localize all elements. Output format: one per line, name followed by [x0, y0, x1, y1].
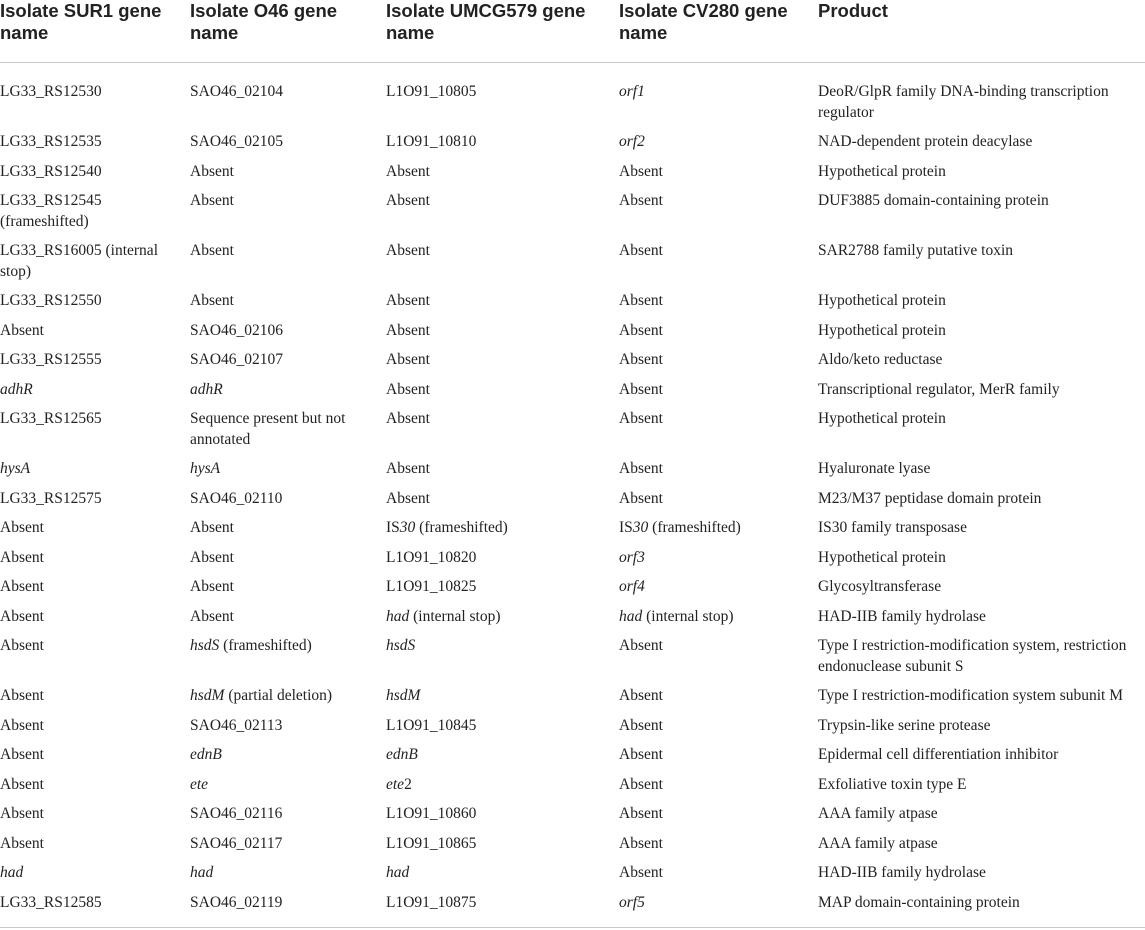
umcg579-gene-cell	[386, 636, 619, 686]
italic-text: ete	[190, 775, 209, 793]
cell-text: IS30 family transposase	[818, 519, 967, 536]
cell-text: LG33_RS12575	[0, 489, 102, 507]
product-cell	[818, 191, 1145, 241]
cell-text: L1O91_10810	[386, 133, 477, 150]
cell-text: SAO46_02106	[190, 321, 284, 339]
cell-text: Absent	[619, 380, 663, 398]
cell-text: Absent	[0, 716, 44, 734]
o46-gene-cell	[190, 686, 386, 716]
cell-text: SAO46_02119	[190, 893, 283, 911]
cv280-gene-cell	[619, 686, 818, 716]
umcg579-gene-cell	[386, 548, 619, 578]
table-row	[0, 489, 1145, 519]
cell-text: (frameshifted)	[648, 519, 741, 536]
cell-text: Type I restriction-modification system, restriction endonuclease subunit S	[818, 637, 1127, 675]
cell-text: Absent	[619, 775, 663, 793]
cv280-gene-cell	[619, 380, 818, 410]
product-cell	[818, 607, 1145, 637]
cell-text: Absent	[386, 242, 430, 259]
o46-gene-cell	[190, 804, 386, 834]
italic-text: had	[190, 864, 214, 881]
cell-text: LG33_RS12540	[0, 162, 102, 180]
cell-text: Glycosyltransferase	[818, 578, 942, 595]
cell-text: Absent	[386, 162, 430, 180]
o46-gene-cell	[190, 380, 386, 410]
umcg579-gene-cell	[386, 834, 619, 864]
header-product: Product	[818, 0, 1145, 63]
o46-gene-cell	[190, 775, 386, 805]
cell-text: Absent	[0, 578, 44, 595]
product-cell	[818, 459, 1145, 489]
sur1-gene-cell	[0, 804, 190, 834]
table-row	[0, 459, 1145, 489]
cv280-gene-cell	[619, 63, 818, 133]
umcg579-gene-cell	[386, 518, 619, 548]
italic-text: adhR	[190, 380, 223, 398]
table-row	[0, 409, 1145, 459]
o46-gene-cell	[190, 191, 386, 241]
cell-text: LG33_RS16005 (internal stop)	[0, 242, 158, 280]
product-cell	[818, 63, 1145, 133]
cell-text: LG33_RS12530	[0, 83, 102, 100]
cell-text: Aldo/keto reductase	[818, 351, 943, 368]
cell-text: Absent	[619, 864, 663, 881]
cell-text: IS	[619, 519, 633, 536]
header-o46-gene: Isolate O46 gene name	[190, 0, 386, 63]
o46-gene-cell	[190, 834, 386, 864]
cell-text: (internal stop)	[642, 607, 734, 625]
italic-text: ednB	[386, 746, 418, 763]
cv280-gene-cell	[619, 745, 818, 775]
product-cell	[818, 745, 1145, 775]
cell-text: SAO46_02104	[190, 83, 284, 100]
product-cell	[818, 409, 1145, 459]
o46-gene-cell	[190, 132, 386, 162]
cv280-gene-cell	[619, 409, 818, 459]
product-cell	[818, 636, 1145, 686]
cv280-gene-cell	[619, 636, 818, 686]
cell-text: Absent	[619, 805, 663, 822]
product-cell	[818, 380, 1145, 410]
italic-text: orf4	[619, 578, 645, 595]
product-cell	[818, 686, 1145, 716]
cell-text: MAP domain-containing protein	[818, 893, 1020, 911]
product-cell	[818, 321, 1145, 351]
italic-text: 30	[399, 519, 416, 536]
cell-text: (partial deletion)	[224, 687, 333, 704]
cell-text: Absent	[190, 192, 234, 209]
italic-text: hsdM	[190, 687, 225, 704]
o46-gene-cell	[190, 745, 386, 775]
cell-text: Transcriptional regulator, MerR family	[818, 380, 1060, 398]
sur1-gene-cell	[0, 132, 190, 162]
cell-text: Absent	[190, 607, 234, 625]
cv280-gene-cell	[619, 577, 818, 607]
cell-text: NAD-dependent protein deacylase	[818, 133, 1033, 150]
cell-text: AAA family atpase	[818, 805, 938, 822]
cell-text: Absent	[619, 192, 663, 209]
umcg579-gene-cell	[386, 577, 619, 607]
o46-gene-cell	[190, 548, 386, 578]
product-cell	[818, 863, 1145, 893]
o46-gene-cell	[190, 241, 386, 291]
cell-text: SAO46_02116	[190, 805, 283, 822]
cell-text: Exfoliative toxin type E	[818, 775, 967, 793]
cell-text: LG33_RS12555	[0, 351, 102, 368]
sur1-gene-cell	[0, 607, 190, 637]
cell-text: Absent	[0, 834, 44, 852]
table-row	[0, 518, 1145, 548]
sur1-gene-cell	[0, 380, 190, 410]
umcg579-gene-cell	[386, 132, 619, 162]
italic-text: hsdS	[386, 637, 416, 654]
umcg579-gene-cell	[386, 893, 619, 928]
umcg579-gene-cell	[386, 745, 619, 775]
table-row	[0, 191, 1145, 241]
o46-gene-cell	[190, 291, 386, 321]
o46-gene-cell	[190, 607, 386, 637]
table-row	[0, 686, 1145, 716]
cv280-gene-cell	[619, 518, 818, 548]
product-cell	[818, 804, 1145, 834]
product-cell	[818, 162, 1145, 192]
italic-text: ete	[386, 775, 405, 793]
cell-text: Absent	[619, 687, 663, 704]
italic-text: had	[619, 607, 643, 625]
table-body	[0, 63, 1145, 928]
product-cell	[818, 489, 1145, 519]
italic-text: had	[386, 607, 410, 625]
cv280-gene-cell	[619, 834, 818, 864]
cell-text: Absent	[386, 489, 430, 507]
sur1-gene-cell	[0, 548, 190, 578]
cv280-gene-cell	[619, 132, 818, 162]
umcg579-gene-cell	[386, 716, 619, 746]
cell-text: LG33_RS12545 (frameshifted)	[0, 192, 102, 230]
cell-text: Absent	[619, 321, 663, 339]
o46-gene-cell	[190, 321, 386, 351]
cell-text: SAO46_02110	[190, 489, 283, 507]
italic-text: orf1	[619, 83, 645, 100]
italic-text: hsdM	[386, 687, 421, 704]
cell-text: Hypothetical protein	[818, 548, 946, 566]
cell-text: Absent	[386, 192, 430, 209]
umcg579-gene-cell	[386, 63, 619, 133]
table-row	[0, 893, 1145, 928]
cv280-gene-cell	[619, 804, 818, 834]
cell-text: (frameshifted)	[415, 519, 508, 536]
umcg579-gene-cell	[386, 291, 619, 321]
cell-text: Absent	[0, 687, 44, 704]
umcg579-gene-cell	[386, 489, 619, 519]
cell-text: LG33_RS12535	[0, 133, 102, 150]
table-header-row	[0, 0, 1145, 63]
cell-text: Absent	[386, 380, 430, 398]
table-row	[0, 607, 1145, 637]
umcg579-gene-cell	[386, 459, 619, 489]
sur1-gene-cell	[0, 716, 190, 746]
italic-text: hysA	[0, 460, 31, 477]
table-row	[0, 380, 1145, 410]
table-row	[0, 548, 1145, 578]
product-cell	[818, 291, 1145, 321]
umcg579-gene-cell	[386, 380, 619, 410]
table-row	[0, 132, 1145, 162]
cell-text: L1O91_10875	[386, 893, 477, 911]
cv280-gene-cell	[619, 607, 818, 637]
cell-text: Absent	[619, 489, 663, 507]
cv280-gene-cell	[619, 162, 818, 192]
o46-gene-cell	[190, 893, 386, 928]
cell-text: Hypothetical protein	[818, 410, 946, 427]
sur1-gene-cell	[0, 686, 190, 716]
cell-text: (internal stop)	[409, 607, 501, 625]
cell-text: L1O91_10860	[386, 805, 477, 822]
italic-text: hsdS	[190, 637, 220, 654]
o46-gene-cell	[190, 350, 386, 380]
italic-text: adhR	[0, 380, 33, 398]
cell-text: Absent	[386, 351, 430, 368]
cell-text: L1O91_10825	[386, 578, 477, 595]
table-row	[0, 350, 1145, 380]
header-umcg579-gene: Isolate UMCG579 gene name	[386, 0, 619, 63]
italic-text: ednB	[190, 746, 222, 763]
product-cell	[818, 775, 1145, 805]
product-cell	[818, 518, 1145, 548]
cell-text: Absent	[386, 292, 430, 309]
table-row	[0, 775, 1145, 805]
header-cv280-gene: Isolate CV280 gene name	[619, 0, 818, 63]
cell-text: Absent	[0, 746, 44, 763]
cell-text: L1O91_10820	[386, 548, 477, 566]
o46-gene-cell	[190, 577, 386, 607]
cell-text: SAO46_02113	[190, 716, 283, 734]
sur1-gene-cell	[0, 162, 190, 192]
sur1-gene-cell	[0, 834, 190, 864]
cell-text: Trypsin-like serine protease	[818, 716, 991, 734]
cell-text: SAO46_02117	[190, 834, 283, 852]
sur1-gene-cell	[0, 350, 190, 380]
umcg579-gene-cell	[386, 863, 619, 893]
cell-text: Absent	[619, 716, 663, 734]
cell-text: LG33_RS12585	[0, 893, 102, 911]
italic-text: had	[0, 864, 24, 881]
umcg579-gene-cell	[386, 350, 619, 380]
cell-text: Absent	[619, 834, 663, 852]
cell-text: Absent	[619, 162, 663, 180]
product-cell	[818, 834, 1145, 864]
sur1-gene-cell	[0, 745, 190, 775]
cell-text: L1O91_10805	[386, 83, 477, 100]
umcg579-gene-cell	[386, 686, 619, 716]
o46-gene-cell	[190, 459, 386, 489]
sur1-gene-cell	[0, 63, 190, 133]
italic-text: 30	[632, 519, 649, 536]
cell-text: (frameshifted)	[219, 637, 312, 654]
cell-text: L1O91_10845	[386, 716, 477, 734]
product-cell	[818, 577, 1145, 607]
sur1-gene-cell	[0, 459, 190, 489]
table-row	[0, 63, 1145, 133]
cell-text: AAA family atpase	[818, 834, 938, 852]
cell-text: Absent	[0, 607, 44, 625]
cv280-gene-cell	[619, 716, 818, 746]
cell-text: Absent	[619, 351, 663, 368]
italic-text: had	[386, 864, 410, 881]
o46-gene-cell	[190, 63, 386, 133]
italic-text: hysA	[190, 460, 221, 477]
cell-text: Hypothetical protein	[818, 321, 946, 339]
umcg579-gene-cell	[386, 321, 619, 351]
sur1-gene-cell	[0, 191, 190, 241]
umcg579-gene-cell	[386, 804, 619, 834]
cell-text: SAO46_02105	[190, 133, 284, 150]
cell-text: DUF3885 domain-containing protein	[818, 192, 1049, 209]
table-row	[0, 804, 1145, 834]
cell-text: 2	[404, 775, 412, 793]
cell-text: Absent	[619, 292, 663, 309]
sur1-gene-cell	[0, 409, 190, 459]
sur1-gene-cell	[0, 518, 190, 548]
cv280-gene-cell	[619, 291, 818, 321]
cell-text: Absent	[619, 242, 663, 259]
cell-text: Absent	[0, 637, 44, 654]
sur1-gene-cell	[0, 863, 190, 893]
o46-gene-cell	[190, 863, 386, 893]
cell-text: SAO46_02107	[190, 351, 284, 368]
cell-text: L1O91_10865	[386, 834, 477, 852]
cell-text: M23/M37 peptidase domain protein	[818, 489, 1042, 507]
o46-gene-cell	[190, 636, 386, 686]
product-cell	[818, 350, 1145, 380]
table-row	[0, 716, 1145, 746]
table-row	[0, 834, 1145, 864]
cell-text: Hypothetical protein	[818, 292, 946, 309]
product-cell	[818, 132, 1145, 162]
cell-text: Absent	[0, 519, 44, 536]
cv280-gene-cell	[619, 775, 818, 805]
cell-text: Epidermal cell differentiation inhibitor	[818, 746, 1059, 763]
cell-text: Hypothetical protein	[818, 162, 946, 180]
cell-text: Absent	[0, 805, 44, 822]
cell-text: Absent	[619, 460, 663, 477]
table-row	[0, 291, 1145, 321]
cell-text: Absent	[190, 519, 234, 536]
umcg579-gene-cell	[386, 775, 619, 805]
umcg579-gene-cell	[386, 162, 619, 192]
cell-text: Absent	[0, 548, 44, 566]
cell-text: Absent	[386, 460, 430, 477]
sur1-gene-cell	[0, 893, 190, 928]
cell-text: Sequence present but not annotated	[190, 410, 346, 448]
cv280-gene-cell	[619, 548, 818, 578]
cell-text: Absent	[190, 242, 234, 259]
cell-text: DeoR/GlpR family DNA-binding transcription regulator	[818, 83, 1109, 121]
o46-gene-cell	[190, 162, 386, 192]
o46-gene-cell	[190, 716, 386, 746]
o46-gene-cell	[190, 409, 386, 459]
cv280-gene-cell	[619, 893, 818, 928]
o46-gene-cell	[190, 489, 386, 519]
umcg579-gene-cell	[386, 409, 619, 459]
cell-text: Absent	[619, 746, 663, 763]
umcg579-gene-cell	[386, 241, 619, 291]
cell-text: Absent	[386, 410, 430, 427]
table-row	[0, 636, 1145, 686]
cell-text: Absent	[190, 292, 234, 309]
product-cell	[818, 893, 1145, 928]
product-cell	[818, 716, 1145, 746]
header-sur1-gene: Isolate SUR1 gene name	[0, 0, 190, 63]
sur1-gene-cell	[0, 775, 190, 805]
cell-text: SAR2788 family putative toxin	[818, 242, 1014, 259]
sur1-gene-cell	[0, 636, 190, 686]
cell-text: Absent	[0, 775, 44, 793]
umcg579-gene-cell	[386, 607, 619, 637]
cell-text: Type I restriction-modification system subunit M	[818, 687, 1123, 704]
cell-text: Hyaluronate lyase	[818, 460, 931, 477]
table-row	[0, 241, 1145, 291]
cell-text: Absent	[190, 162, 234, 180]
table-row	[0, 863, 1145, 893]
cell-text: Absent	[386, 321, 430, 339]
cell-text: Absent	[619, 410, 663, 427]
cell-text: Absent	[190, 578, 234, 595]
italic-text: orf2	[619, 133, 645, 150]
cv280-gene-cell	[619, 863, 818, 893]
cell-text: HAD-IIB family hydrolase	[818, 864, 986, 881]
cell-text: Absent	[619, 637, 663, 654]
table-row	[0, 745, 1145, 775]
italic-text: orf5	[619, 893, 645, 911]
product-cell	[818, 548, 1145, 578]
cell-text: Absent	[190, 548, 234, 566]
sur1-gene-cell	[0, 291, 190, 321]
table-row	[0, 162, 1145, 192]
sur1-gene-cell	[0, 489, 190, 519]
umcg579-gene-cell	[386, 191, 619, 241]
cv280-gene-cell	[619, 459, 818, 489]
sur1-gene-cell	[0, 241, 190, 291]
italic-text: orf3	[619, 548, 645, 566]
table-row	[0, 577, 1145, 607]
product-cell	[818, 241, 1145, 291]
table-row	[0, 321, 1145, 351]
cv280-gene-cell	[619, 350, 818, 380]
cell-text: IS	[386, 519, 400, 536]
cell-text: Absent	[0, 321, 44, 339]
cv280-gene-cell	[619, 321, 818, 351]
cell-text: HAD-IIB family hydrolase	[818, 607, 986, 625]
cell-text: LG33_RS12550	[0, 292, 102, 309]
sur1-gene-cell	[0, 577, 190, 607]
sur1-gene-cell	[0, 321, 190, 351]
cell-text: LG33_RS12565	[0, 410, 102, 427]
cv280-gene-cell	[619, 241, 818, 291]
cv280-gene-cell	[619, 191, 818, 241]
o46-gene-cell	[190, 518, 386, 548]
cv280-gene-cell	[619, 489, 818, 519]
